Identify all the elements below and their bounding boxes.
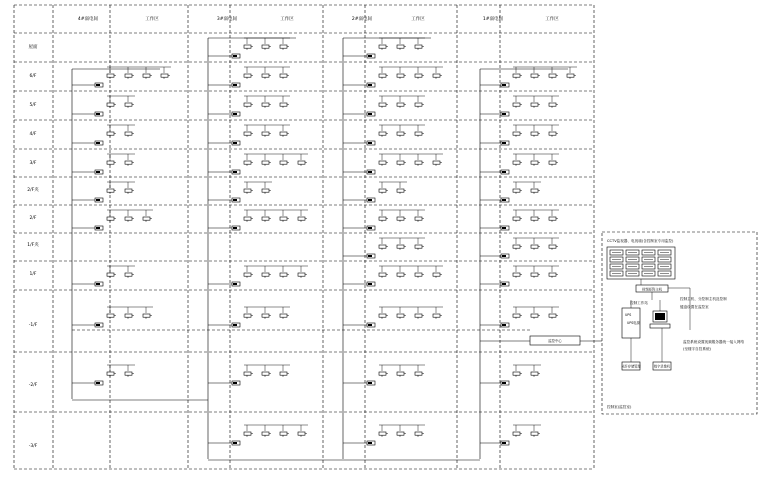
camera-icon — [397, 189, 404, 192]
camera-icon — [549, 161, 556, 164]
camera-icon — [397, 273, 404, 276]
camera-icon — [549, 74, 556, 77]
camera-icon — [531, 245, 538, 248]
floor-label: 屋面 — [28, 45, 38, 50]
floor-label: 6/F — [29, 74, 37, 79]
floor-label: 3/F — [29, 161, 37, 166]
floor-label: 2/F夹 — [27, 188, 39, 193]
floor-label: 1/F — [29, 272, 37, 277]
cabinet-fill — [502, 255, 506, 257]
matrix-note-1: 控制主机、分控制主机及控制 — [680, 297, 727, 301]
monitor-screen — [655, 313, 665, 320]
camera-icon — [125, 161, 132, 164]
cabinet-fill — [502, 382, 506, 384]
camera-icon — [262, 132, 269, 135]
camera-icon — [397, 372, 404, 375]
network-note: 监控系统设置视频服务器统一接入网络 — [683, 340, 745, 344]
header-row — [78, 15, 559, 22]
camera-icon — [107, 372, 114, 375]
cabinet-fill — [368, 227, 372, 229]
cabinet-fill — [502, 324, 506, 326]
workstation-keyboard — [650, 324, 670, 328]
camera-icon — [549, 103, 556, 106]
camera-icon — [415, 273, 422, 276]
camera-icon — [549, 132, 556, 135]
matrix-host-label: 视频矩阵主机 — [641, 287, 663, 292]
cabinet-fill — [368, 382, 372, 384]
riser-column-2 — [343, 38, 443, 459]
camera-icon — [397, 314, 404, 317]
camera-icon — [531, 189, 538, 192]
camera-icon — [513, 189, 520, 192]
camera-icon — [379, 189, 386, 192]
camera-icon — [125, 74, 132, 77]
camera-icon — [415, 45, 422, 48]
floor-label: -2/F — [28, 383, 38, 388]
camera-icon — [262, 217, 269, 220]
camera-icon — [262, 189, 269, 192]
tv-wall-title: CCTV监视器、电视墙(含控制室专用监控) — [607, 239, 674, 243]
cabinet-fill — [368, 442, 372, 444]
camera-icon — [280, 74, 287, 77]
cabinet-fill — [368, 142, 372, 144]
shaft-1-label: 1#弱电间 — [482, 17, 504, 22]
camera-icon — [244, 132, 251, 135]
floor-label: 4/F — [29, 132, 37, 137]
area-2-label: 工作区 — [411, 17, 425, 22]
camera-icon — [125, 273, 132, 276]
camera-icon — [262, 372, 269, 375]
workstation-label: 控制工作站 — [630, 301, 648, 305]
riser-column-3 — [208, 38, 308, 459]
camera-icon — [531, 432, 538, 435]
cabinet-fill — [502, 113, 506, 115]
cabinet-fill — [96, 324, 100, 326]
monitor-center-label: 监控中心 — [548, 339, 562, 343]
floor-label: 5/F — [29, 103, 37, 108]
camera-icon — [531, 132, 538, 135]
ups-sub-label: UPS电源 — [627, 321, 640, 325]
camera-icon — [415, 432, 422, 435]
cabinet-fill — [233, 55, 237, 57]
camera-icon — [379, 273, 386, 276]
cabinet-fill — [502, 171, 506, 173]
camera-icon — [244, 189, 251, 192]
room-caption: 控制室(监控室) — [607, 405, 632, 409]
cabinet-fill — [96, 84, 100, 86]
camera-icon — [280, 273, 287, 276]
camera-icon — [107, 217, 114, 220]
cabinet-fill — [368, 283, 372, 285]
cabinet-fill — [233, 113, 237, 115]
cabinet-fill — [233, 142, 237, 144]
camera-icon — [433, 74, 440, 77]
camera-icon — [531, 161, 538, 164]
camera-icon — [379, 372, 386, 375]
cabinet-fill — [233, 171, 237, 173]
camera-icon — [531, 74, 538, 77]
camera-icon — [107, 189, 114, 192]
camera-icon — [298, 161, 305, 164]
cabinet-fill — [96, 227, 100, 229]
floor-label: 2/F — [29, 216, 37, 221]
floor-labels — [27, 43, 39, 449]
camera-icon — [379, 161, 386, 164]
camera-icon — [107, 273, 114, 276]
camera-icon — [513, 245, 520, 248]
camera-icon — [397, 45, 404, 48]
camera-icon — [262, 45, 269, 48]
cabinet-fill — [96, 142, 100, 144]
camera-icon — [107, 314, 114, 317]
camera-icon — [379, 432, 386, 435]
camera-icon — [531, 372, 538, 375]
cabinet-fill — [502, 227, 506, 229]
camera-icon — [244, 372, 251, 375]
camera-icon — [379, 245, 386, 248]
camera-icon — [244, 314, 251, 317]
shaft-4-label: 4#弱电间 — [77, 17, 99, 22]
camera-icon — [513, 217, 520, 220]
camera-icon — [567, 74, 574, 77]
camera-icon — [244, 103, 251, 106]
camera-icon — [379, 45, 386, 48]
cabinet-fill — [96, 171, 100, 173]
camera-icon — [280, 217, 287, 220]
camera-icon — [298, 217, 305, 220]
camera-icon — [280, 161, 287, 164]
cabinet-fill — [502, 283, 506, 285]
matrix-note-2: 键盘设置在监控室 — [680, 305, 709, 309]
ups-label: UPS — [625, 313, 632, 317]
camera-icon — [531, 273, 538, 276]
camera-icon — [415, 245, 422, 248]
camera-icon — [298, 432, 305, 435]
area-3-label: 工作区 — [280, 17, 294, 22]
camera-icon — [415, 314, 422, 317]
camera-icon — [433, 161, 440, 164]
cabinet-fill — [233, 283, 237, 285]
camera-icon — [280, 372, 287, 375]
camera-icon — [415, 132, 422, 135]
cabinet-fill — [502, 199, 506, 201]
floor-label: 1/F夹 — [27, 243, 39, 248]
camera-icon — [125, 132, 132, 135]
camera-icon — [397, 132, 404, 135]
floor-label: -1/F — [28, 323, 38, 328]
camera-icon — [244, 74, 251, 77]
camera-icon — [513, 103, 520, 106]
camera-icon — [262, 161, 269, 164]
camera-icon — [513, 161, 520, 164]
cabinet-fill — [233, 227, 237, 229]
camera-icon — [244, 161, 251, 164]
cabinet-fill — [233, 442, 237, 444]
camera-icon — [143, 74, 150, 77]
camera-icon — [433, 273, 440, 276]
cabinet-fill — [368, 324, 372, 326]
camera-icon — [513, 372, 520, 375]
camera-icon — [379, 314, 386, 317]
camera-icon — [280, 103, 287, 106]
camera-icon — [531, 217, 538, 220]
camera-icon — [125, 103, 132, 106]
camera-icon — [244, 432, 251, 435]
camera-icon — [415, 217, 422, 220]
shaft-2-label: 2#弱电间 — [351, 17, 373, 22]
camera-icon — [280, 314, 287, 317]
camera-icon — [397, 74, 404, 77]
camera-icon — [415, 103, 422, 106]
cabinet-fill — [96, 283, 100, 285]
camera-icon — [379, 132, 386, 135]
camera-icon — [397, 103, 404, 106]
camera-icon — [513, 432, 520, 435]
control-room — [602, 232, 757, 414]
camera-icon — [262, 314, 269, 317]
cabinet-fill — [233, 84, 237, 86]
camera-icon — [415, 161, 422, 164]
camera-icon — [262, 273, 269, 276]
recorder-label: 数字录像机 — [654, 364, 670, 369]
camera-icon — [244, 273, 251, 276]
cabinet-fill — [502, 442, 506, 444]
cabinet-fill — [96, 382, 100, 384]
cabinet-fill — [233, 382, 237, 384]
camera-icon — [397, 217, 404, 220]
camera-icon — [280, 132, 287, 135]
camera-icon — [531, 103, 538, 106]
camera-icon — [161, 74, 168, 77]
camera-icon — [262, 432, 269, 435]
camera-icon — [107, 132, 114, 135]
grid-lines — [14, 5, 594, 469]
camera-icon — [379, 74, 386, 77]
camera-icon — [107, 161, 114, 164]
camera-icon — [280, 432, 287, 435]
cabinet-fill — [368, 255, 372, 257]
camera-icon — [107, 74, 114, 77]
camera-icon — [143, 314, 150, 317]
disk-array-label: 光纤存储管理 — [621, 364, 641, 369]
camera-icon — [125, 189, 132, 192]
camera-icon — [397, 245, 404, 248]
camera-icon — [262, 103, 269, 106]
camera-icon — [143, 217, 150, 220]
camera-icon — [107, 103, 114, 106]
camera-icon — [125, 217, 132, 220]
camera-icon — [280, 45, 287, 48]
cabinet-fill — [502, 142, 506, 144]
camera-icon — [513, 314, 520, 317]
riser-column-1 — [480, 67, 577, 459]
camera-icon — [549, 217, 556, 220]
camera-icon — [244, 217, 251, 220]
riser-wiring — [72, 38, 602, 460]
network-sub-note: (至楼宇自控系统) — [683, 347, 711, 351]
camera-icon — [513, 74, 520, 77]
camera-icon — [298, 273, 305, 276]
camera-icon — [397, 161, 404, 164]
cabinet-fill — [368, 171, 372, 173]
camera-icon — [415, 74, 422, 77]
camera-icon — [549, 314, 556, 317]
camera-icon — [125, 372, 132, 375]
cabinet-fill — [96, 199, 100, 201]
cabinet-fill — [368, 84, 372, 86]
camera-icon — [397, 432, 404, 435]
camera-icon — [379, 103, 386, 106]
camera-icon — [513, 273, 520, 276]
camera-icon — [262, 74, 269, 77]
area-4-label: 工作区 — [145, 17, 159, 22]
cabinet-fill — [502, 84, 506, 86]
camera-icon — [549, 245, 556, 248]
cabinet-fill — [368, 55, 372, 57]
camera-icon — [513, 132, 520, 135]
camera-icon — [125, 314, 132, 317]
camera-icon — [549, 273, 556, 276]
camera-icon — [379, 217, 386, 220]
area-1-label: 工作区 — [545, 17, 559, 22]
camera-icon — [531, 314, 538, 317]
cabinet-fill — [368, 199, 372, 201]
cabinet-fill — [96, 113, 100, 115]
floor-label: -3/F — [28, 444, 38, 449]
cabinet-fill — [233, 199, 237, 201]
cabinet-fill — [233, 324, 237, 326]
camera-icon — [433, 314, 440, 317]
cabinet-fill — [368, 113, 372, 115]
camera-icon — [415, 372, 422, 375]
shaft-3-label: 3#弱电间 — [216, 17, 238, 22]
camera-icon — [244, 45, 251, 48]
